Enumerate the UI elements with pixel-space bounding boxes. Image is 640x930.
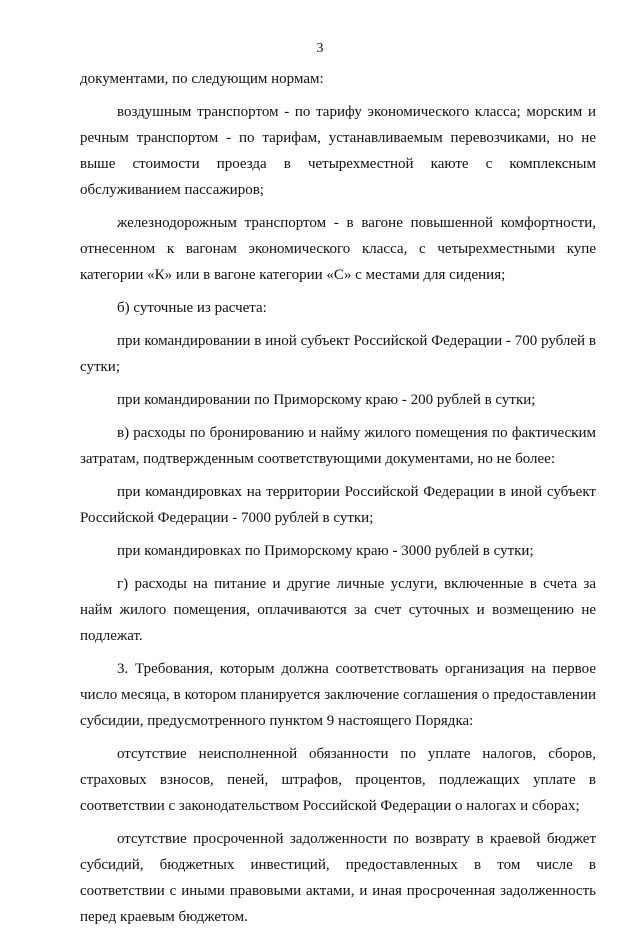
- paragraph-meals-services: г) расходы на питание и другие личные услуги, включенные в счета за найм жилого помещения, оплачиваются за счет суточных и возмещению не подлежат.: [80, 576, 596, 644]
- paragraph-per-diem-federal: при командировании в иной субъект Российской Федерации - 700 рублей в сутки;: [80, 333, 596, 375]
- paragraph-requirement-taxes: отсутствие неисполненной обязанности по уплате налогов, сборов, страховых взносов, пеней, штрафов, процентов, подлежащих уплате в соответствии с законодательством Российской Федерации о налогах и сборах;: [80, 746, 596, 814]
- document-body: [80, 66, 596, 930]
- page-number: 3: [316, 41, 324, 56]
- paragraph-requirements-heading: 3. Требования, которым должна соответствовать организация на первое число месяца, в котором планируется заключение соглашения о предоставлении субсидии, предусмотренного пунктом 9 настоящего Порядка:: [80, 661, 596, 729]
- paragraph-air-sea-transport: воздушным транспортом - по тарифу экономического класса; морским и речным транспортом - по тарифам, устанавливаемым перевозчиками, но не выше стоимости проезда в четырехместной каюте с комплексным обслуживанием пассажиров;: [80, 104, 596, 198]
- paragraph-accommodation-federal: при командировках на территории Российской Федерации в иной субъект Российской Федерации - 7000 рублей в сутки;: [80, 484, 596, 526]
- paragraph-requirement-debt: отсутствие просроченной задолженности по возврату в краевой бюджет субсидий, бюджетных инвестиций, предоставленных в том числе в соответствии с иными правовыми актами, и иная просроченная задолженность перед краевым бюджетом.: [80, 831, 596, 925]
- paragraph-continuation: документами, по следующим нормам:: [80, 71, 324, 87]
- paragraph-accommodation-heading: в) расходы по бронированию и найму жилого помещения по фактическим затратам, подтвержденным соответствующими документами, но не более:: [80, 425, 596, 467]
- paragraph-rail-transport: железнодорожным транспортом - в вагоне повышенной комфортности, отнесенном к вагонам экономического класса, с четырехместными купе категории «К» или в вагоне категории «С» с местами для сидения;: [80, 215, 596, 283]
- paragraph-per-diem-regional: при командировании по Приморскому краю - 200 рублей в сутки;: [117, 392, 536, 408]
- paragraph-per-diem-heading: б) суточные из расчета:: [117, 300, 267, 316]
- paragraph-accommodation-regional: при командировках по Приморскому краю - 3000 рублей в сутки;: [117, 543, 534, 559]
